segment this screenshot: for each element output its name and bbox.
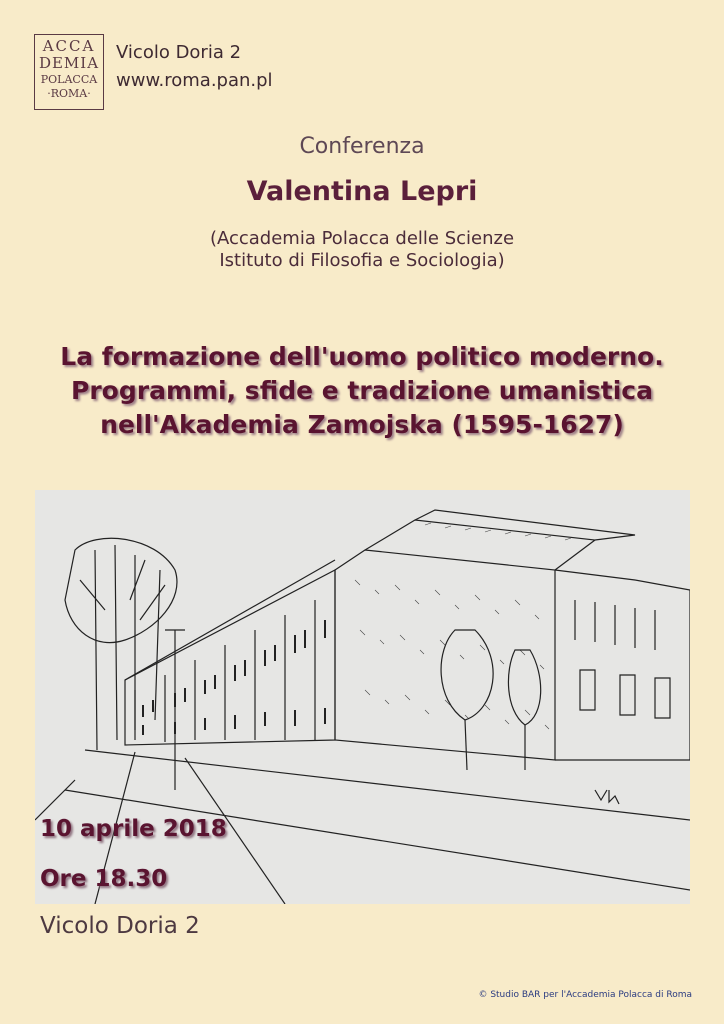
accademia-logo: ACCA DEMIA POLACCA ·ROMA·: [34, 34, 104, 110]
event-time: Ore 18.30: [40, 866, 168, 892]
header-address: Vicolo Doria 2: [116, 42, 242, 63]
event-date: 10 aprile 2018: [40, 816, 227, 842]
speaker-affiliation: (Accademia Polacca delle Scienze Istituto di Filosofia e Sociologia): [209, 228, 515, 271]
event-venue: Vicolo Doria 2: [40, 913, 200, 939]
footer-credit: © Studio BAR per l'Accademia Polacca di Roma: [478, 990, 692, 1000]
speaker-name: Valentina Lepri: [246, 176, 478, 207]
event-type: Conferenza: [299, 134, 425, 159]
header-website[interactable]: www.roma.pan.pl: [116, 70, 273, 91]
lecture-title: La formazione dell'uomo politico moderno. Programmi, sfide e tradizione umanistica nell'Akademia Zamojska (1595-1627): [60, 342, 664, 439]
